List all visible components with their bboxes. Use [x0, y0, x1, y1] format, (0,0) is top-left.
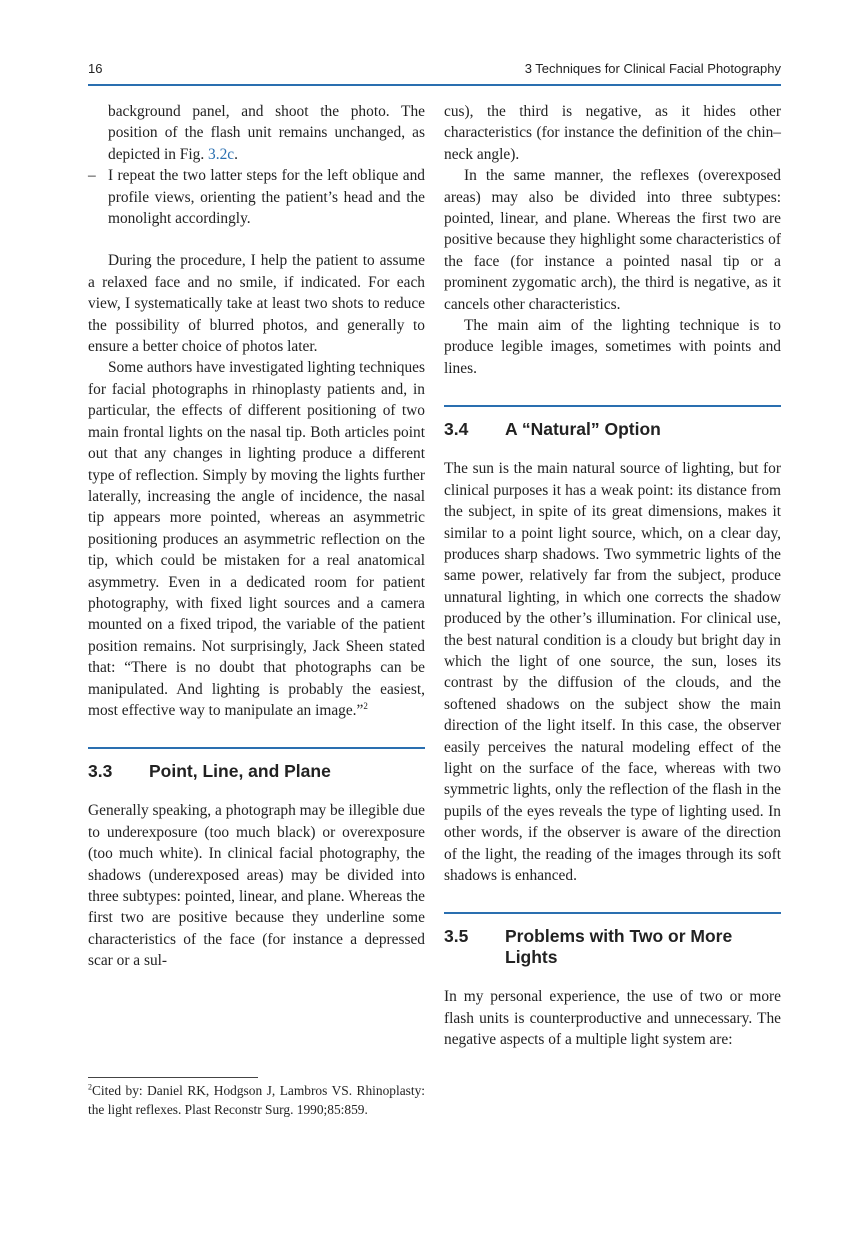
paragraph: During the procedure, I help the patient to assume a relaxed face and no smile, if indicated. For each view, I systematically take at least two shots to reduce the possibility of blurred photos, and generally to ensure a better choice of photos later. [88, 252, 425, 356]
page-number: 16 [88, 61, 103, 76]
list-item-text: I repeat the two latter steps for the left oblique and profile views, orienting the patient’s head and the monolight accordingly. [108, 167, 425, 228]
running-header [88, 60, 781, 86]
chapter-title: 3 Techniques for Clinical Facial Photography [524, 61, 781, 76]
figure-reference-link[interactable]: 3.2c [208, 145, 235, 163]
section-number: 3.5 [444, 926, 469, 947]
section-title: A “Natural” Option [505, 419, 661, 440]
footnote-number: 2 [88, 1082, 92, 1092]
footnote-text: Cited by: Daniel RK, Hodgson J, Lambros VS. Rhinoplasty: the light reflexes. Plast Reconstr Surg. 1990;85:859. [88, 1083, 425, 1117]
section-heading [88, 747, 425, 782]
right-column [444, 101, 781, 1051]
list-item [88, 165, 425, 229]
section-heading [444, 405, 781, 440]
paragraph: cus), the third is negative, as it hides other characteristics (for instance the definition of the chin–neck angle). [444, 103, 781, 163]
section-heading [444, 912, 781, 968]
paragraph: In my personal experience, the use of two or more flash units is counterproductive and unnecessary. The negative aspects of a multiple light system are: [444, 988, 781, 1049]
section-title: Problems with Two or More Lights [505, 926, 733, 968]
footnote-marker[interactable]: 2 [363, 700, 368, 711]
section-number: 3.3 [88, 761, 113, 782]
footnote-rule [88, 1077, 258, 1078]
continued-paragraph: background panel, and shoot the photo. The position of the flash unit remains unchanged, as depicted in Fig. 3.2c. [108, 103, 425, 163]
footnote [88, 1082, 425, 1119]
list-dash: – [88, 167, 96, 185]
section-number: 3.4 [444, 419, 469, 440]
paragraph: Generally speaking, a photograph may be illegible due to underexposure (too much black) or overexposure (too much white). In clinical facial photography, the shadows (underexposed areas) may be divided into three subtypes: pointed, linear, and plane. Whereas the first two are positive because they underline some characteristics of the face (for instance a depressed scar or a sul- [88, 802, 425, 970]
paragraph: Some authors have investigated lighting techniques for facial photographs in rhinoplasty patients and, in particular, the effects of different positioning of two main frontal lights on the nasal tip. Both articles point out that any changes in lighting produce a different type of reflection. Simply by moving the lights further laterally, increasing the angle of incidence, the nasal tip appears more pointed, whereas an asymmetric positioning produces an asymmetric reflection on the tip, which could be mistaken for a real anatomical asymmetry. Even in a dedicated room for patient photography, with fixed light sources and a camera mounted on a fixed tripod, the variable of the patient position remains. Not surprisingly, Jack Sheen stated that: “There is no doubt that photographs can be manipulated. And lighting is probably the easiest, most effective way to manipulate an image.”$^2$ [88, 359, 425, 719]
continued-list-item [88, 101, 425, 165]
paragraph: The sun is the main natural source of lighting, but for clinical purposes it has a weak point: its distance from the subject, in spite of its great dimensions, makes it similar to a point light source, which, on a clear day, produces sharp shadows. Two symmetric lights of the same power, relatively far from the subject, produce unnatural lighting, in which one corrects the shadow produced by the other’s illumination. For clinical use, the best natural condition is a cloudy but bright day in which the light of one source, the sun, loses its contrast by the diffusion of the clouds, and the softened shadows on the subject show the main direction of the light itself. In this case, the observer easily perceives the natural modeling effect of the light on the surface of the face, whereas with two symmetric lights, only the reflection of the flash in the pupils of the eyes reveals the type of lighting used. In other words, if the observer is aware of the direction of the light, the reading of the images through its soft shadows is enhanced. [444, 460, 781, 884]
section-title: Point, Line, and Plane [149, 761, 331, 782]
left-column [88, 101, 425, 972]
paragraph: The main aim of the lighting technique is to produce legible images, sometimes with points and lines. [444, 317, 781, 377]
paragraph: In the same manner, the reflexes (overexposed areas) may also be divided into three subtypes: pointed, linear, and plane. Whereas the first two are positive because they highlight some characteristics of the face (for instance a pointed nasal tip or a prominent zygomatic arch), the third is negative, as it cancels other characteristics. [444, 167, 781, 313]
